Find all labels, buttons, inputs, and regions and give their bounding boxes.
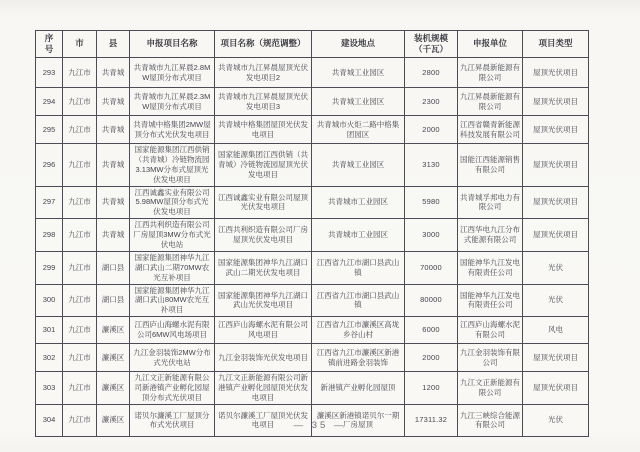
table-header-row xyxy=(36,31,589,58)
column-header: 县 xyxy=(97,31,130,58)
table-cell: 302 xyxy=(36,344,63,372)
table-cell: 国家能源集团神华九江湖口武山80MW农光互补项目 xyxy=(130,284,215,317)
column-header: 市 xyxy=(63,31,97,58)
table-cell: 九江市 xyxy=(63,219,97,252)
table-cell: 国家能源集团江西供销（共青城）冷链物流园3.13MW分布式屋顶光伏发电项目 xyxy=(130,144,215,187)
table-cell: 江西诚鑫实业有限公司屋顶光伏发电项目 xyxy=(215,186,312,219)
table-cell: 国能神华九江发电有限责任公司 xyxy=(458,251,523,284)
table-cell: 江西省九江市濂溪区高垅乡谷山村 xyxy=(312,317,405,344)
table-cell: 九江市 xyxy=(63,186,97,219)
table-cell: 共青城 xyxy=(97,186,130,219)
table-cell: 九江文正新能源有限公司新港镇产业孵化园屋顶分布式光伏项目 xyxy=(130,372,215,405)
table-cell: 诺贝尔濂溪工厂屋顶光伏发电项目 xyxy=(215,404,312,436)
table-cell: 70000 xyxy=(405,251,458,284)
column-header: 申报单位 xyxy=(458,31,523,58)
table-cell: 2000 xyxy=(405,344,458,372)
table-row xyxy=(36,317,589,344)
table-cell: 国家能源集团神华九江湖口武山二期光伏发电项目 xyxy=(215,251,312,284)
table-cell: 风电 xyxy=(523,317,589,344)
table-cell: 九江昇晨新能源有限公司 xyxy=(458,88,523,116)
table-cell: 304 xyxy=(36,404,63,436)
table-cell: 80000 xyxy=(405,284,458,317)
table-row xyxy=(36,144,589,187)
table-cell: 1200 xyxy=(405,372,458,405)
table-cell: 共青城中格集团2MW屋顶分布式光伏发电项目 xyxy=(130,116,215,144)
table-cell: 九江文正新能源有限公司 xyxy=(458,372,523,405)
table-cell: 共青城工业园区 xyxy=(312,144,405,187)
table-cell: 303 xyxy=(36,372,63,405)
table-cell: 九江市 xyxy=(63,144,97,187)
table-cell: 屋顶光伏项目 xyxy=(523,88,589,116)
table-row xyxy=(36,344,589,372)
table-cell: 293 xyxy=(36,58,63,88)
table-cell: 濂溪区 xyxy=(97,404,130,436)
column-header: 项目类型 xyxy=(523,31,589,58)
table-cell: 2000 xyxy=(405,116,458,144)
table-cell: 湖口县 xyxy=(97,284,130,317)
page-number: — 35 — xyxy=(293,420,347,431)
table-cell: 江西省九江市湖口县武山镇 xyxy=(312,251,405,284)
table-cell: 5980 xyxy=(405,186,458,219)
table-cell: 江西庐山海螺水泥有限公司6MW风电场项目 xyxy=(130,317,215,344)
table-cell: 国能江西能源销售有限公司 xyxy=(458,144,523,187)
table-cell: 九江文正新能源有限公司新港镇产业孵化园屋顶光伏发电项目 xyxy=(215,372,312,405)
table-cell: 共青城 xyxy=(97,88,130,116)
column-header: 建设地点 xyxy=(312,31,405,58)
table-cell: 九江市 xyxy=(63,251,97,284)
table-cell: 共青城 xyxy=(97,116,130,144)
table-cell: 共青城市九江昇晨2.3MW屋顶分布式项目 xyxy=(130,88,215,116)
table-cell: 共青城市工业园区 xyxy=(312,219,405,252)
table-cell: 298 xyxy=(36,219,63,252)
table-cell: 屋顶光伏项目 xyxy=(523,116,589,144)
table-cell: 296 xyxy=(36,144,63,187)
table-row xyxy=(36,116,589,144)
table-cell: 共青城市九江昇晨屋顶光伏发电项目2 xyxy=(215,58,312,88)
table-cell: 国家能源集团神华九江湖口武山光伏发电项目 xyxy=(215,284,312,317)
table-row xyxy=(36,88,589,116)
table-cell: 江西省九江市濂溪区新港镇前进路金羽装饰 xyxy=(312,344,405,372)
table-cell: 屋顶光伏项目 xyxy=(523,58,589,88)
table-cell: 江西省赣青新能源科技发展有限公司 xyxy=(458,116,523,144)
table-cell: 共青城工业园区 xyxy=(312,58,405,88)
table-cell: 3130 xyxy=(405,144,458,187)
table-cell: 屋顶光伏项目 xyxy=(523,144,589,187)
table-cell: 江西省九江市湖口县武山镇 xyxy=(312,284,405,317)
table-cell: 江西华电九江分布式能源有限公司 xyxy=(458,219,523,252)
table-cell: 297 xyxy=(36,186,63,219)
table-cell: 九江市 xyxy=(63,88,97,116)
table-cell: 九江市 xyxy=(63,372,97,405)
table-row xyxy=(36,251,589,284)
table-cell: 299 xyxy=(36,251,63,284)
table-cell: 江西庐山海螺水泥有限公司 xyxy=(458,317,523,344)
table-cell: 屋顶光伏项目 xyxy=(523,344,589,372)
column-header: 装机规模（千瓦） xyxy=(405,31,458,58)
table-cell: 共青城市工业园区 xyxy=(312,186,405,219)
table-cell: 共青城市九江昇晨2.8MW屋顶分布式项目 xyxy=(130,58,215,88)
table-row xyxy=(36,219,589,252)
table-row xyxy=(36,186,589,219)
table-cell: 国家能源集团神华九江湖口武山二期70MW农光互补项目 xyxy=(130,251,215,284)
table-cell: 光伏 xyxy=(523,404,589,436)
table-cell: 九江金羽装饰2MW分布式光伏电站 xyxy=(130,344,215,372)
table-cell: 诺贝尔濂溪工厂屋顶分布式光伏项目 xyxy=(130,404,215,436)
table-cell: 共青城 xyxy=(97,58,130,88)
table-cell: 江西共利织造有限公司厂房屋顶光伏发电项目 xyxy=(215,219,312,252)
table-cell: 6000 xyxy=(405,317,458,344)
table-cell: 共青城市九江昇晨屋顶光伏发电项目3 xyxy=(215,88,312,116)
table-cell: 九江金羽装饰光伏发电项目 xyxy=(215,344,312,372)
table-cell: 湖口县 xyxy=(97,251,130,284)
table-cell: 300 xyxy=(36,284,63,317)
project-list-table xyxy=(35,30,589,437)
table-cell: 屋顶光伏项目 xyxy=(523,219,589,252)
table-cell: 九江市 xyxy=(63,317,97,344)
table-cell: 濂溪区新港镇诺贝尔一期厂房屋顶 xyxy=(312,404,405,436)
table-row xyxy=(36,58,589,88)
table-body xyxy=(36,58,589,437)
table-cell: 2300 xyxy=(405,88,458,116)
table-row xyxy=(36,284,589,317)
table-cell: 295 xyxy=(36,116,63,144)
table-cell: 江西共利织造有限公司厂房屋顶3MW分布式光伏电站 xyxy=(130,219,215,252)
table-cell: 共青城孚邦电力有限公司 xyxy=(458,186,523,219)
table-cell: 屋顶光伏项目 xyxy=(523,186,589,219)
table-cell: 九江市 xyxy=(63,284,97,317)
table-cell: 新港镇产业孵化园屋顶 xyxy=(312,372,405,405)
table-cell: 九江市 xyxy=(63,116,97,144)
column-header: 项目名称（规范调整） xyxy=(215,31,312,58)
table-cell: 国能神华九江发电有限责任公司 xyxy=(458,284,523,317)
table-cell: 2800 xyxy=(405,58,458,88)
table-cell: 九江三峡综合能源有限公司 xyxy=(458,404,523,436)
column-header: 序号 xyxy=(36,31,63,58)
column-header: 申报项目名称 xyxy=(130,31,215,58)
table-cell: 3000 xyxy=(405,219,458,252)
table-cell: 光伏 xyxy=(523,284,589,317)
table-row xyxy=(36,372,589,405)
table-cell: 屋顶光伏项目 xyxy=(523,372,589,405)
table-cell: 九江昇晨新能源有限公司 xyxy=(458,58,523,88)
table-cell: 共青城中格集团屋顶光伏发电项目 xyxy=(215,116,312,144)
table-cell: 九江市 xyxy=(63,344,97,372)
table-cell: 濂溪区 xyxy=(97,317,130,344)
table-cell: 江西庐山海螺水泥有限公司风电项目 xyxy=(215,317,312,344)
table-cell: 国家能源集团江西供销（共青城）冷链物流园屋顶光伏发电项目 xyxy=(215,144,312,187)
table-cell: 共青城工业园区 xyxy=(312,88,405,116)
table-cell: 17311.32 xyxy=(405,404,458,436)
table-cell: 九江市 xyxy=(63,404,97,436)
table-cell: 共青城市火炬二路中格集团园区 xyxy=(312,116,405,144)
table-cell: 九江市 xyxy=(63,58,97,88)
table-cell: 濂溪区 xyxy=(97,344,130,372)
table-cell: 九江金羽装饰有限公司 xyxy=(458,344,523,372)
table-cell: 濂溪区 xyxy=(97,372,130,405)
table-cell: 301 xyxy=(36,317,63,344)
table-cell: 共青城 xyxy=(97,219,130,252)
table-cell: 江西诚鑫实业有限公司5.98MW屋顶分布式光伏发电项目 xyxy=(130,186,215,219)
table-cell: 294 xyxy=(36,88,63,116)
table-cell: 共青城 xyxy=(97,144,130,187)
table-cell: 光伏 xyxy=(523,251,589,284)
